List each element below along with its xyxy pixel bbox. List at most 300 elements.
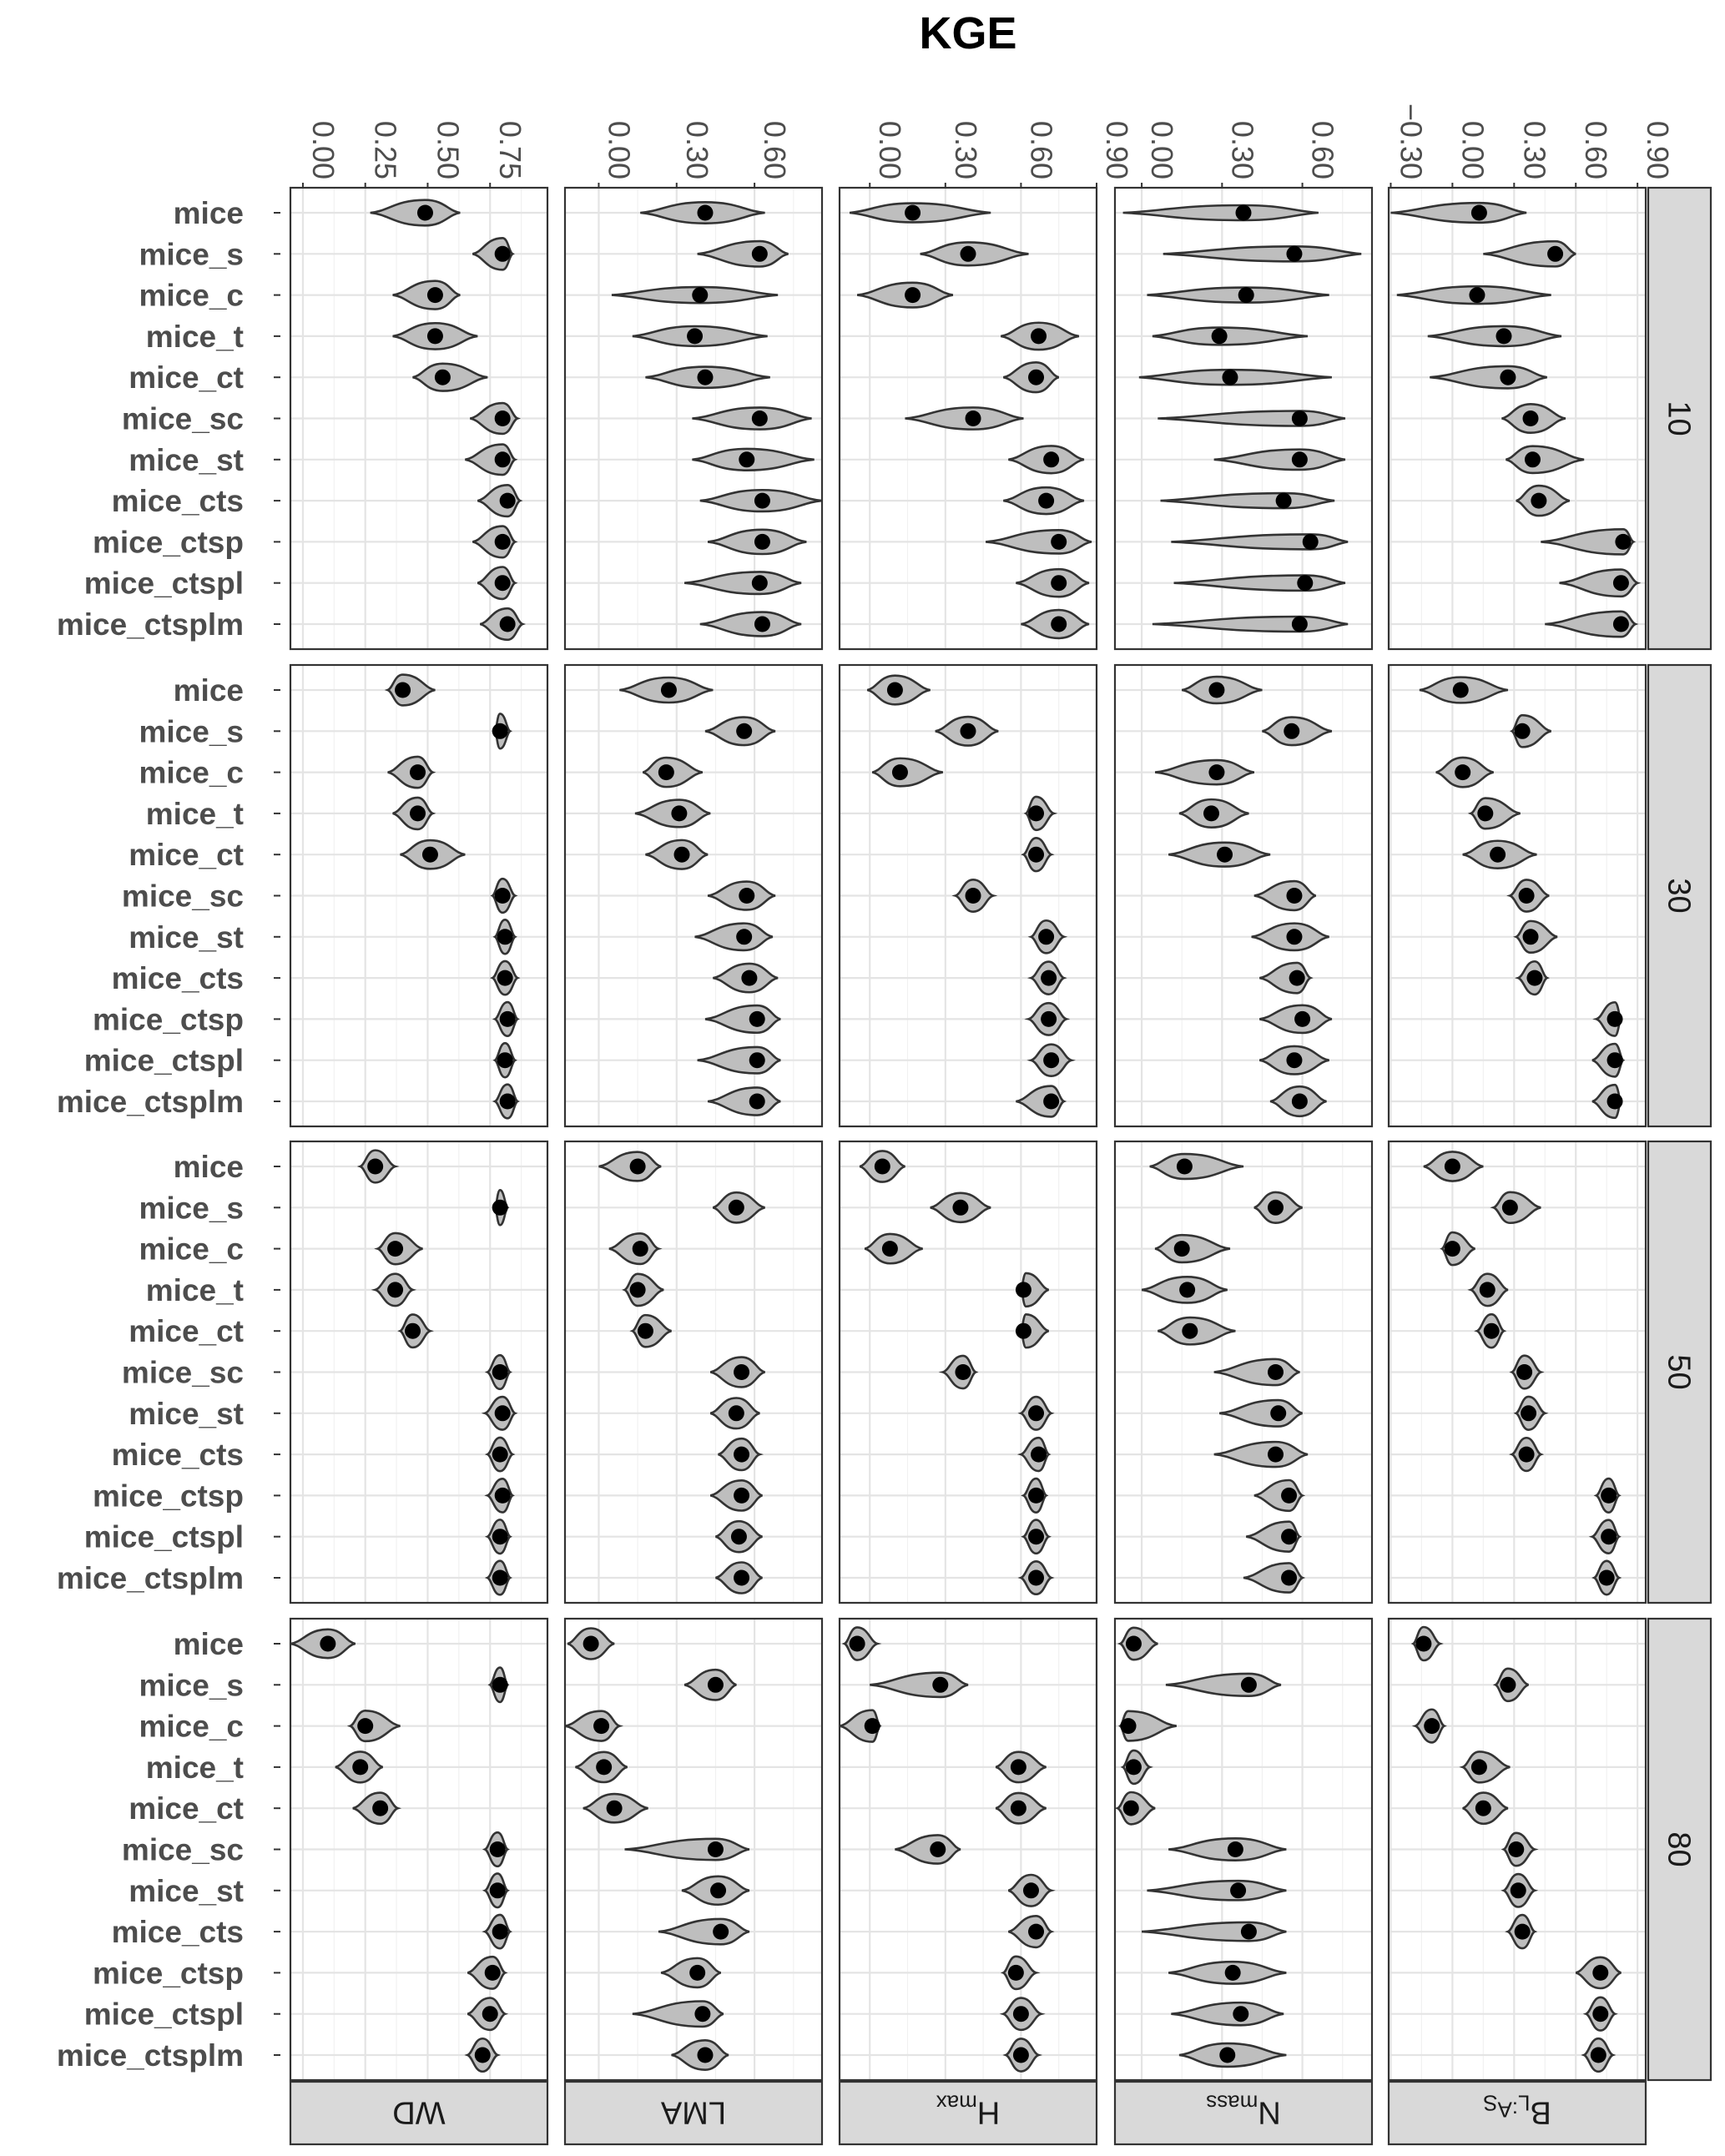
x-tick-label-nmass-2: 0.60 <box>1305 120 1340 179</box>
category-label-80-mice_ctspl: mice_ctspl <box>83 1997 244 2032</box>
median-point-10-blas-mice_t <box>1496 328 1511 344</box>
category-label-10-mice_st: mice_st <box>129 442 244 477</box>
median-point-10-hmax-mice <box>905 205 921 221</box>
category-label-80-mice_s: mice_s <box>139 1668 244 1703</box>
median-point-30-nmass-mice_st <box>1286 929 1302 945</box>
median-point-80-hmax-mice_cts <box>1028 1924 1044 1940</box>
median-point-30-wd-mice_s <box>492 723 508 739</box>
panel-30-nmass <box>1115 665 1372 1126</box>
median-point-80-wd-mice_ctsp <box>485 1965 501 1981</box>
category-label-80-mice_st: mice_st <box>129 1873 244 1908</box>
median-point-80-blas-mice_ctspl <box>1592 2006 1608 2022</box>
median-point-50-hmax-mice_ct <box>1016 1323 1031 1339</box>
category-label-50-mice_ctspl: mice_ctspl <box>83 1519 244 1554</box>
row-strip-label-30: 30 <box>1661 878 1697 914</box>
median-point-10-wd-mice <box>417 205 433 221</box>
median-point-80-nmass-mice_sc <box>1228 1841 1243 1857</box>
column-strip-label-lma: LMA <box>660 2094 727 2130</box>
median-point-50-lma-mice_ctsplm <box>734 1570 749 1586</box>
median-point-30-hmax-mice_sc <box>966 888 981 904</box>
category-label-50-mice_ctsp: mice_ctsp <box>93 1478 244 1514</box>
median-point-10-nmass-mice_c <box>1238 287 1254 303</box>
median-point-80-blas-mice_cts <box>1515 1924 1531 1940</box>
category-label-30-mice_c: mice_c <box>139 755 244 790</box>
x-tick-label-wd-1: 0.25 <box>368 120 403 179</box>
median-point-50-wd-mice_ctsp <box>495 1488 511 1504</box>
median-point-80-blas-mice_t <box>1471 1759 1487 1775</box>
median-point-10-wd-mice_ctsplm <box>500 617 516 632</box>
median-point-50-lma-mice_s <box>729 1200 744 1216</box>
x-tick-label-lma-2: 0.60 <box>758 120 793 179</box>
median-point-50-wd-mice_sc <box>492 1364 508 1380</box>
panel-50-hmax <box>840 1141 1097 1603</box>
panel-10-hmax <box>840 188 1097 649</box>
median-point-10-wd-mice_sc <box>495 411 511 426</box>
median-point-80-hmax-mice_c <box>865 1718 880 1734</box>
panel-30-lma <box>565 665 822 1126</box>
median-point-10-lma-mice_t <box>687 328 703 344</box>
category-label-10-mice_ct: mice_ct <box>129 360 244 395</box>
column-strip-label-wd: WD <box>392 2094 446 2130</box>
panel-50-nmass <box>1115 1141 1372 1603</box>
row-strip-label-50: 50 <box>1661 1354 1697 1390</box>
median-point-30-lma-mice_s <box>736 723 752 739</box>
panel-80-wd <box>290 1619 547 2080</box>
median-point-10-blas-mice_sc <box>1523 411 1539 426</box>
median-point-10-nmass-mice_st <box>1292 451 1308 467</box>
category-label-80-mice_t: mice_t <box>145 1750 244 1785</box>
median-point-80-hmax-mice_sc <box>930 1841 946 1857</box>
median-point-10-blas-mice_ctsplm <box>1613 617 1629 632</box>
median-point-80-lma-mice_ctspl <box>694 2006 710 2022</box>
median-point-80-blas-mice <box>1415 1636 1431 1652</box>
column-strip-label-hmax: $H_{max}$ <box>936 2090 1001 2130</box>
category-label-30-mice_ctsplm: mice_ctsplm <box>56 1085 244 1119</box>
median-point-10-hmax-mice_ctsp <box>1051 534 1067 550</box>
median-point-10-nmass-mice <box>1236 205 1252 221</box>
median-point-30-nmass-mice_ctsplm <box>1292 1094 1308 1110</box>
median-point-10-lma-mice_st <box>739 451 754 467</box>
median-point-30-hmax-mice_ctsplm <box>1043 1094 1059 1110</box>
median-point-50-hmax-mice_sc <box>955 1364 971 1380</box>
category-label-30-mice_sc: mice_sc <box>121 879 244 914</box>
median-point-80-hmax-mice_ctspl <box>1013 2006 1029 2022</box>
median-point-80-wd-mice_ct <box>372 1801 388 1816</box>
median-point-30-lma-mice_cts <box>741 970 757 986</box>
median-point-10-hmax-mice_st <box>1043 451 1059 467</box>
median-point-30-wd-mice_ctsplm <box>500 1094 516 1110</box>
median-point-10-blas-mice_cts <box>1531 493 1546 509</box>
median-point-80-nmass-mice_ctsplm <box>1219 2048 1235 2063</box>
median-point-50-blas-mice_s <box>1502 1200 1518 1216</box>
row-strip-label-10: 10 <box>1661 400 1697 436</box>
median-point-30-blas-mice_sc <box>1519 888 1535 904</box>
x-tick-label-nmass-0: 0.00 <box>1145 120 1180 179</box>
median-point-10-wd-mice_ctsp <box>495 534 511 550</box>
median-point-30-blas-mice_cts <box>1526 970 1542 986</box>
median-point-80-blas-mice_c <box>1424 1718 1440 1734</box>
category-label-30-mice: mice <box>173 673 244 708</box>
median-point-80-hmax-mice_t <box>1011 1759 1026 1775</box>
median-point-50-hmax-mice_s <box>952 1200 968 1216</box>
median-point-80-nmass-mice_ctsp <box>1225 1965 1241 1981</box>
median-point-80-blas-mice_ctsp <box>1592 1965 1608 1981</box>
median-point-10-blas-mice_st <box>1525 451 1541 467</box>
median-point-50-wd-mice <box>367 1159 383 1175</box>
median-point-10-lma-mice_cts <box>754 493 770 509</box>
median-point-10-wd-mice_cts <box>500 493 516 509</box>
median-point-50-nmass-mice_s <box>1268 1200 1284 1216</box>
median-point-50-hmax-mice_st <box>1028 1405 1044 1421</box>
x-tick-label-hmax-3: 0.90 <box>1100 120 1134 179</box>
median-point-50-lma-mice_t <box>630 1282 646 1297</box>
category-label-10-mice_c: mice_c <box>139 278 244 313</box>
median-point-80-wd-mice_t <box>352 1759 368 1775</box>
median-point-50-lma-mice_ctsp <box>734 1488 749 1504</box>
x-tick-label-wd-3: 0.75 <box>493 120 528 179</box>
median-point-30-lma-mice_t <box>671 805 687 821</box>
median-point-30-nmass-mice_c <box>1208 764 1224 780</box>
median-point-80-wd-mice_ctspl <box>482 2006 498 2022</box>
median-point-10-blas-mice_ctspl <box>1613 575 1629 591</box>
median-point-80-lma-mice_st <box>710 1882 726 1898</box>
median-point-30-hmax-mice <box>887 683 903 698</box>
median-point-10-nmass-mice_ctspl <box>1297 575 1313 591</box>
median-point-50-nmass-mice_st <box>1270 1405 1286 1421</box>
median-point-10-blas-mice_c <box>1469 287 1485 303</box>
x-tick-label-wd-0: 0.00 <box>305 120 340 179</box>
median-point-80-lma-mice_s <box>708 1677 724 1693</box>
median-point-30-hmax-mice_ct <box>1028 847 1044 863</box>
median-point-10-blas-mice_s <box>1547 246 1563 262</box>
median-point-50-blas-mice <box>1445 1159 1460 1175</box>
median-point-50-nmass-mice_cts <box>1268 1447 1284 1463</box>
category-label-80-mice_sc: mice_sc <box>121 1832 244 1867</box>
x-tick-label-blas-0: −0.30 <box>1394 103 1429 179</box>
median-point-80-hmax-mice <box>850 1636 865 1652</box>
median-point-10-wd-mice_t <box>427 328 443 344</box>
row-strip-label-80: 80 <box>1661 1831 1697 1867</box>
median-point-30-nmass-mice <box>1208 683 1224 698</box>
median-point-10-nmass-mice_t <box>1212 328 1228 344</box>
median-point-50-hmax-mice_ctspl <box>1028 1529 1044 1544</box>
median-point-80-hmax-mice_ct <box>1011 1801 1026 1816</box>
panel-10-blas <box>1389 188 1646 649</box>
median-point-80-lma-mice_sc <box>708 1841 724 1857</box>
median-point-50-wd-mice_ctspl <box>492 1529 508 1544</box>
category-label-80-mice_cts: mice_cts <box>111 1915 244 1950</box>
category-label-10-mice_cts: mice_cts <box>111 484 244 519</box>
panel-10-wd <box>290 188 547 649</box>
median-point-50-blas-mice_cts <box>1519 1447 1535 1463</box>
median-point-10-hmax-mice_ctsplm <box>1051 617 1067 632</box>
median-point-10-lma-mice_ctsplm <box>754 617 770 632</box>
median-point-30-lma-mice_ctspl <box>749 1052 765 1068</box>
median-point-30-nmass-mice_ctspl <box>1286 1052 1302 1068</box>
median-point-80-blas-mice_s <box>1500 1677 1516 1693</box>
median-point-10-wd-mice_ct <box>435 370 451 385</box>
median-point-50-nmass-mice_c <box>1174 1241 1190 1257</box>
median-point-80-nmass-mice_c <box>1121 1718 1137 1734</box>
median-point-10-hmax-mice_sc <box>966 411 981 426</box>
median-point-80-nmass-mice_ct <box>1123 1801 1139 1816</box>
median-point-10-lma-mice <box>698 205 714 221</box>
median-point-30-blas-mice_ctspl <box>1607 1052 1623 1068</box>
median-point-10-lma-mice_sc <box>752 411 768 426</box>
median-point-50-hmax-mice_t <box>1016 1282 1031 1297</box>
median-point-30-nmass-mice_ctsp <box>1294 1011 1310 1027</box>
median-point-10-hmax-mice_s <box>961 246 976 262</box>
median-point-80-lma-mice_ctsp <box>689 1965 705 1981</box>
median-point-50-blas-mice_ct <box>1484 1323 1500 1339</box>
median-point-80-nmass-mice <box>1126 1636 1142 1652</box>
median-point-50-lma-mice_ctspl <box>731 1529 747 1544</box>
median-point-80-nmass-mice_s <box>1241 1677 1257 1693</box>
panel-50-wd <box>290 1141 547 1603</box>
median-point-50-wd-mice_t <box>387 1282 403 1297</box>
median-point-80-blas-mice_sc <box>1508 1841 1524 1857</box>
median-point-10-hmax-mice_cts <box>1038 493 1054 509</box>
median-point-30-hmax-mice_st <box>1038 929 1054 945</box>
median-point-30-hmax-mice_s <box>961 723 976 739</box>
median-point-30-wd-mice_t <box>410 805 426 821</box>
median-point-30-blas-mice_ct <box>1490 847 1506 863</box>
median-point-10-nmass-mice_sc <box>1292 411 1308 426</box>
median-point-80-wd-mice <box>320 1636 335 1652</box>
category-label-50-mice_st: mice_st <box>129 1396 244 1431</box>
median-point-30-wd-mice_c <box>410 764 426 780</box>
category-label-50-mice_s: mice_s <box>139 1191 244 1226</box>
median-point-10-blas-mice <box>1471 205 1487 221</box>
median-point-80-hmax-mice_ctsp <box>1008 1965 1024 1981</box>
median-point-50-nmass-mice <box>1177 1159 1193 1175</box>
median-point-30-lma-mice <box>661 683 677 698</box>
median-point-50-wd-mice_c <box>387 1241 403 1257</box>
median-point-50-hmax-mice_cts <box>1031 1447 1047 1463</box>
median-point-50-blas-mice_sc <box>1516 1364 1532 1380</box>
panel-80-lma <box>565 1619 822 2080</box>
median-point-80-blas-mice_ctsplm <box>1591 2048 1606 2063</box>
median-point-50-nmass-mice_ctsplm <box>1281 1570 1297 1586</box>
category-label-50-mice: mice <box>173 1150 244 1184</box>
category-label-30-mice_s: mice_s <box>139 714 244 749</box>
category-label-80-mice_ct: mice_ct <box>129 1791 244 1826</box>
median-point-50-hmax-mice_ctsplm <box>1028 1570 1044 1586</box>
x-tick-label-lma-1: 0.30 <box>679 120 714 179</box>
median-point-30-wd-mice <box>395 683 411 698</box>
median-point-30-wd-mice_sc <box>495 888 511 904</box>
median-point-30-lma-mice_ct <box>674 847 690 863</box>
median-point-80-wd-mice_s <box>492 1677 508 1693</box>
category-label-80-mice_c: mice_c <box>139 1709 244 1744</box>
median-point-30-wd-mice_cts <box>497 970 513 986</box>
median-point-10-blas-mice_ct <box>1500 370 1516 385</box>
median-point-30-nmass-mice_cts <box>1289 970 1305 986</box>
median-point-50-lma-mice_cts <box>734 1447 749 1463</box>
median-point-10-hmax-mice_c <box>905 287 921 303</box>
median-point-30-blas-mice_c <box>1455 764 1470 780</box>
panel-30-blas <box>1389 665 1646 1126</box>
panel-10-lma <box>565 188 822 649</box>
median-point-50-blas-mice_c <box>1445 1241 1460 1257</box>
category-label-50-mice_sc: mice_sc <box>121 1355 244 1390</box>
median-point-10-blas-mice_ctsp <box>1615 534 1631 550</box>
column-strip-label-nmass: $N_{mass}$ <box>1206 2090 1281 2130</box>
median-point-50-nmass-mice_ct <box>1182 1323 1198 1339</box>
category-label-50-mice_t: mice_t <box>145 1272 244 1307</box>
median-point-80-hmax-mice_s <box>932 1677 948 1693</box>
median-point-10-nmass-mice_ctsplm <box>1292 617 1308 632</box>
x-tick-label-blas-3: 0.60 <box>1579 120 1614 179</box>
median-point-30-blas-mice_ctsplm <box>1607 1094 1623 1110</box>
category-label-80-mice_ctsplm: mice_ctsplm <box>56 2038 244 2073</box>
median-point-50-lma-mice_ct <box>638 1323 653 1339</box>
median-point-50-lma-mice_sc <box>734 1364 749 1380</box>
category-label-10-mice_t: mice_t <box>145 319 244 354</box>
median-point-80-wd-mice_cts <box>492 1924 508 1940</box>
median-point-30-wd-mice_ctspl <box>497 1052 513 1068</box>
panel-30-wd <box>290 665 547 1126</box>
x-tick-label-hmax-2: 0.60 <box>1024 120 1059 179</box>
category-label-10-mice_ctsplm: mice_ctsplm <box>56 607 244 642</box>
panel-50-lma <box>565 1141 822 1603</box>
category-label-80-mice: mice <box>173 1627 244 1661</box>
median-point-80-nmass-mice_t <box>1126 1759 1142 1775</box>
median-point-50-nmass-mice_sc <box>1268 1364 1284 1380</box>
median-point-10-nmass-mice_ct <box>1222 370 1238 385</box>
median-point-80-nmass-mice_ctspl <box>1233 2006 1248 2022</box>
median-point-30-lma-mice_ctsp <box>749 1011 765 1027</box>
median-point-80-lma-mice_c <box>593 1718 609 1734</box>
median-point-80-wd-mice_ctsplm <box>475 2048 491 2063</box>
median-point-30-nmass-mice_s <box>1284 723 1299 739</box>
median-point-50-hmax-mice <box>875 1159 890 1175</box>
facet-grid <box>57 103 1711 2144</box>
median-point-50-lma-mice_c <box>633 1241 648 1257</box>
median-point-10-nmass-mice_cts <box>1276 493 1292 509</box>
median-point-80-lma-mice <box>583 1636 599 1652</box>
median-point-50-lma-mice_st <box>729 1405 744 1421</box>
median-point-30-hmax-mice_cts <box>1041 970 1057 986</box>
category-label-30-mice_ctspl: mice_ctspl <box>83 1043 244 1078</box>
median-point-80-hmax-mice_ctsplm <box>1013 2048 1029 2063</box>
category-label-50-mice_ct: mice_ct <box>129 1314 244 1349</box>
x-tick-label-wd-2: 0.50 <box>431 120 466 179</box>
median-point-30-lma-mice_st <box>736 929 752 945</box>
median-point-50-wd-mice_st <box>495 1405 511 1421</box>
median-point-50-blas-mice_ctspl <box>1601 1529 1617 1544</box>
median-point-10-wd-mice_ctspl <box>495 575 511 591</box>
category-label-30-mice_cts: mice_cts <box>111 961 244 996</box>
median-point-10-hmax-mice_ctspl <box>1051 575 1067 591</box>
chart-title: KGE <box>919 8 1017 58</box>
median-point-80-nmass-mice_st <box>1230 1882 1246 1898</box>
median-point-30-blas-mice_ctsp <box>1607 1011 1623 1027</box>
median-point-30-nmass-mice_t <box>1203 805 1219 821</box>
median-point-80-lma-mice_ct <box>607 1801 623 1816</box>
column-strip-label-blas: $B_L^{:A}_S$ <box>1483 2090 1551 2130</box>
category-label-50-mice_c: mice_c <box>139 1232 244 1267</box>
median-point-50-wd-mice_ct <box>405 1323 421 1339</box>
median-point-50-nmass-mice_ctsp <box>1281 1488 1297 1504</box>
panel-30-hmax <box>840 665 1097 1126</box>
median-point-30-lma-mice_ctsplm <box>749 1094 765 1110</box>
median-point-30-hmax-mice_c <box>892 764 908 780</box>
median-point-80-lma-mice_cts <box>713 1924 729 1940</box>
panel-80-hmax <box>840 1619 1097 2080</box>
x-tick-label-hmax-0: 0.00 <box>873 120 908 179</box>
panel-80-blas <box>1389 1619 1646 2080</box>
median-point-10-nmass-mice_s <box>1286 246 1302 262</box>
median-point-10-lma-mice_ct <box>698 370 714 385</box>
category-label-10-mice_sc: mice_sc <box>121 401 244 436</box>
median-point-10-hmax-mice_t <box>1031 328 1047 344</box>
x-tick-label-hmax-1: 0.30 <box>948 120 983 179</box>
median-point-30-blas-mice_s <box>1515 723 1531 739</box>
median-point-10-nmass-mice_ctsp <box>1303 534 1319 550</box>
median-point-80-blas-mice_ct <box>1475 1801 1491 1816</box>
median-point-80-nmass-mice_cts <box>1241 1924 1257 1940</box>
median-point-30-blas-mice_st <box>1523 929 1539 945</box>
x-tick-label-blas-2: 0.30 <box>1517 120 1552 179</box>
median-point-10-lma-mice_c <box>692 287 708 303</box>
median-point-50-nmass-mice_t <box>1179 1282 1195 1297</box>
median-point-30-hmax-mice_t <box>1028 805 1044 821</box>
x-tick-label-blas-1: 0.00 <box>1455 120 1490 179</box>
median-point-10-wd-mice_c <box>427 287 443 303</box>
median-point-10-hmax-mice_ct <box>1028 370 1044 385</box>
median-point-50-wd-mice_s <box>492 1200 508 1216</box>
median-point-30-lma-mice_sc <box>739 888 754 904</box>
category-label-30-mice_st: mice_st <box>129 919 244 955</box>
category-label-30-mice_t: mice_t <box>145 796 244 831</box>
median-point-30-blas-mice <box>1453 683 1469 698</box>
panel-80-nmass <box>1115 1619 1372 2080</box>
median-point-80-wd-mice_st <box>490 1882 506 1898</box>
median-point-10-wd-mice_st <box>495 451 511 467</box>
median-point-50-hmax-mice_c <box>882 1241 898 1257</box>
median-point-30-lma-mice_c <box>658 764 674 780</box>
median-point-30-wd-mice_st <box>497 929 513 945</box>
category-label-10-mice: mice <box>173 196 244 230</box>
median-point-80-hmax-mice_st <box>1023 1882 1039 1898</box>
median-point-30-nmass-mice_ct <box>1217 847 1233 863</box>
category-label-50-mice_ctsplm: mice_ctsplm <box>56 1561 244 1595</box>
median-point-30-hmax-mice_ctsp <box>1041 1011 1057 1027</box>
median-point-50-hmax-mice_ctsp <box>1028 1488 1044 1504</box>
median-point-10-lma-mice_ctspl <box>752 575 768 591</box>
category-label-10-mice_ctspl: mice_ctspl <box>83 566 244 601</box>
median-point-50-blas-mice_t <box>1480 1282 1496 1297</box>
category-label-10-mice_ctsp: mice_ctsp <box>93 525 244 560</box>
x-tick-label-blas-4: 0.90 <box>1641 120 1676 179</box>
panel-50-blas <box>1389 1141 1646 1603</box>
category-label-80-mice_ctsp: mice_ctsp <box>93 1956 244 1991</box>
median-point-50-wd-mice_ctsplm <box>492 1570 508 1586</box>
median-point-50-blas-mice_ctsp <box>1601 1488 1617 1504</box>
median-point-80-lma-mice_t <box>596 1759 612 1775</box>
category-label-10-mice_s: mice_s <box>139 237 244 272</box>
category-label-30-mice_ctsp: mice_ctsp <box>93 1002 244 1037</box>
median-point-10-lma-mice_ctsp <box>754 534 770 550</box>
median-point-50-wd-mice_cts <box>492 1447 508 1463</box>
median-point-80-lma-mice_ctsplm <box>698 2048 714 2063</box>
median-point-50-blas-mice_ctsplm <box>1599 1570 1615 1586</box>
median-point-30-wd-mice_ct <box>422 847 438 863</box>
median-point-30-wd-mice_ctsp <box>500 1011 516 1027</box>
median-point-10-wd-mice_s <box>495 246 511 262</box>
x-tick-label-nmass-1: 0.30 <box>1225 120 1260 179</box>
